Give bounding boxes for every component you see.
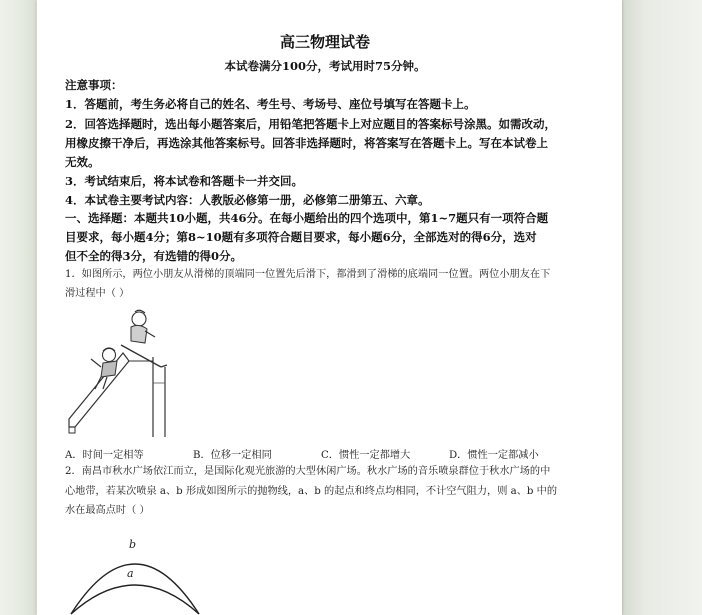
note-3: 3．考试结束后，将本试卷和答题卡一并交回。 — [65, 174, 303, 188]
note-4: 4．本试卷主要考试内容：人教版必修第一册，必修第二册第五、六章。 — [65, 193, 430, 207]
document-page — [37, 0, 622, 615]
question-2-line-3: 水在最高点时（ ） — [65, 505, 150, 516]
question-1-line-2: 滑过程中（ ） — [65, 288, 130, 299]
fountain-parabola-figure — [65, 526, 205, 615]
q1-option-d: D．惯性一定都减小 — [449, 450, 539, 461]
q1-option-a: A．时间一定相等 — [65, 450, 144, 461]
viewer-left-margin — [0, 0, 36, 615]
note-2-line-3: 无效。 — [65, 155, 100, 169]
q1-option-c: C．惯性一定都增大 — [321, 450, 411, 461]
note-2-line-1: 2．回答选择题时，选出每小题答案后，用铅笔把答题卡上对应题目的答案标号涂黑。如需改动， — [65, 117, 556, 131]
section-1-line-3: 但不全的得3分，有选错的得0分。 — [65, 249, 243, 263]
note-2-line-2: 用橡皮擦干净后，再选涂其他答案标号。回答非选择题时，将答案写在答题卡上。写在本试卷上 — [65, 136, 548, 150]
section-1-line-1: 一、选择题：本题共10小题，共46分。在每小题给出的四个选项中，第1~7题只有一项符合题 — [65, 211, 549, 225]
exam-title: 高三物理试卷 — [279, 33, 370, 51]
slide-figure — [65, 307, 175, 439]
curve-label-a: a — [127, 567, 134, 580]
curve-label-b: b — [129, 538, 137, 551]
exam-subtitle: 本试卷满分100分，考试用时75分钟。 — [224, 59, 426, 73]
note-1: 1．答题前，考生务必将自己的姓名、考生号、考场号、座位号填写在答题卡上。 — [65, 97, 476, 111]
section-1-line-2: 目要求，每小题4分；第8~10题有多项符合题目要求，每小题6分，全部选对的得6分，选对 — [65, 230, 537, 244]
q1-option-b: B．位移一定相同 — [193, 450, 272, 461]
viewer-right-margin — [622, 0, 702, 615]
notes-heading: 注意事项： — [65, 78, 123, 92]
question-2-line-2: 心地带，若某次喷泉 a、b 形成如图所示的抛物线，a、b 的起点和终点均相同，不计空气阻力，则 a、b 中的 — [65, 486, 558, 497]
question-1-line-1: 1．如图所示，两位小朋友从滑梯的顶端同一位置先后滑下，都滑到了滑梯的底端同一位置。两位小朋友在下 — [65, 269, 551, 280]
question-2-line-1: 2．南昌市秋水广场依江而立，是国际化观光旅游的大型休闲广场。秋水广场的音乐喷泉群位于秋水广场的中 — [65, 466, 551, 477]
